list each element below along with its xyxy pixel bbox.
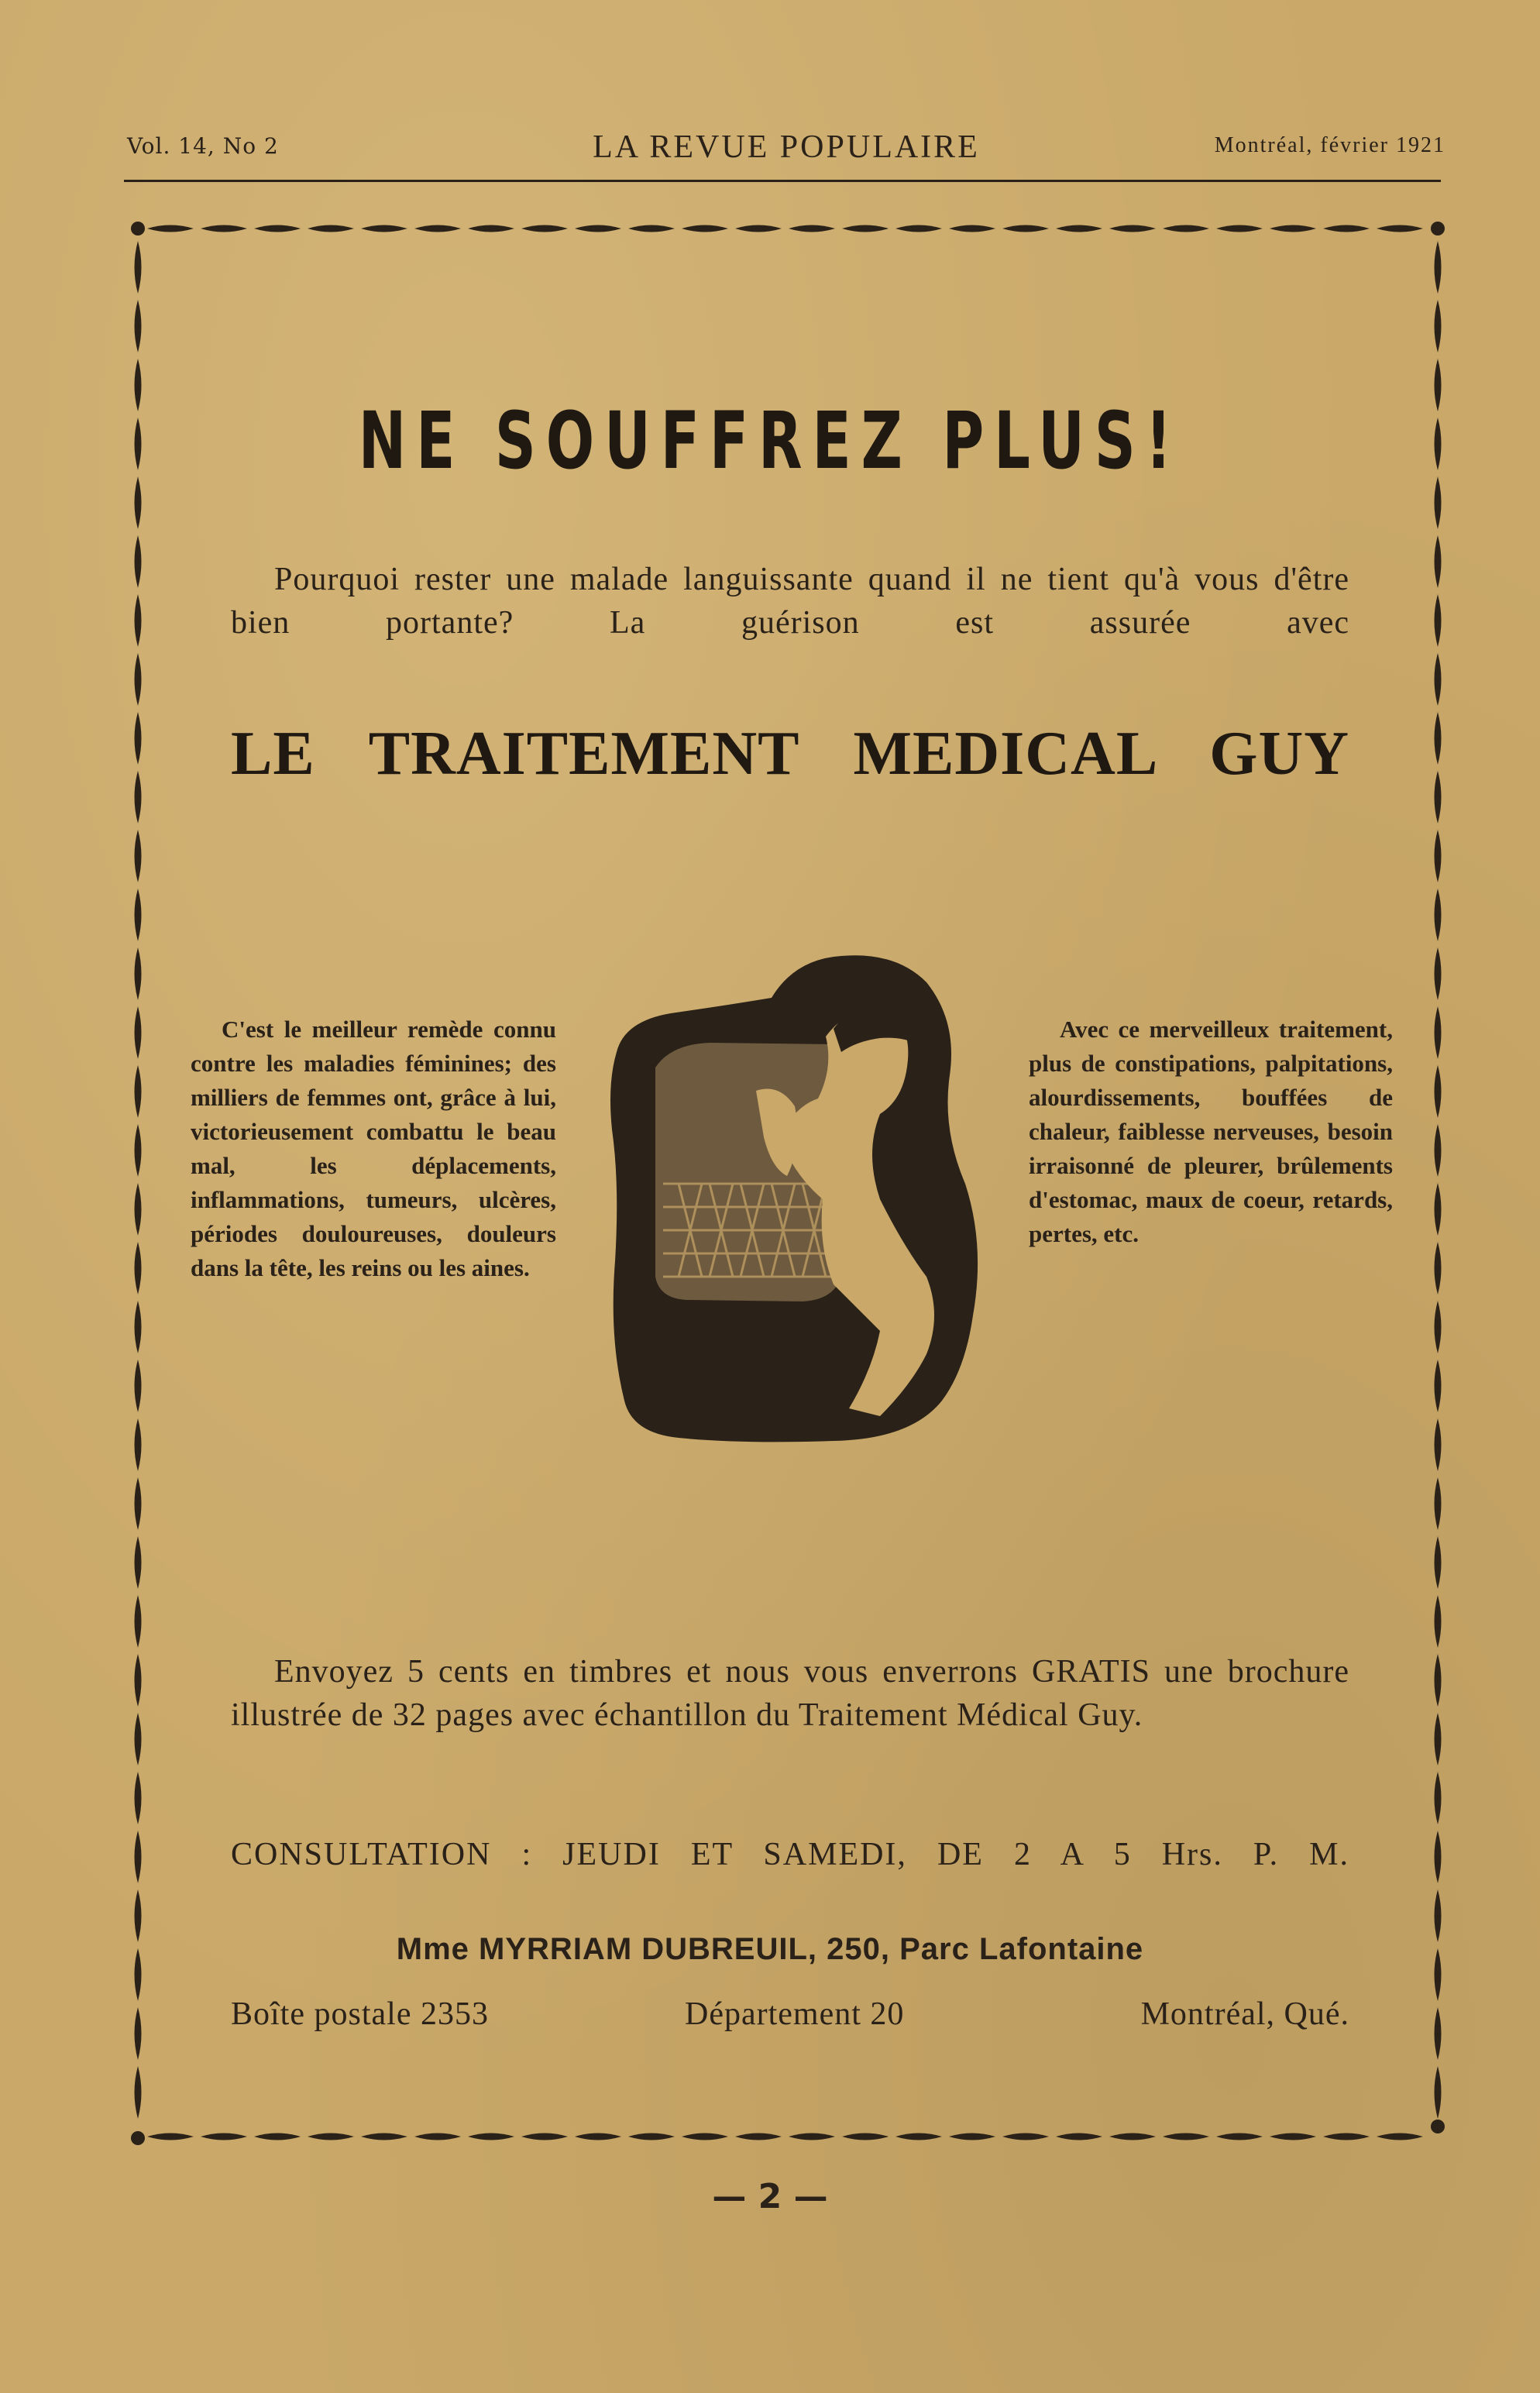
issue-date: Montréal, février 1921 bbox=[1214, 133, 1445, 157]
product-name: LE TRAITEMENT MEDICAL GUY bbox=[231, 720, 1349, 788]
right-column-text: Avec ce merveilleux traitement, plus de constipations, palpitations, alourdissements, bouffées de chaleur, faiblesse nerveuses, besoin irraisonné de pleurer, brûlements d'estomac, maux de coeur, retards, pertes, etc. bbox=[1029, 1016, 1393, 1247]
postal-details bbox=[231, 1996, 1349, 2042]
offer-paragraph: Envoyez 5 cents en timbres et nous vous enverrons GRATIS une brochure illustrée de 32 pages avec échantillon du Traitement Médical Guy. bbox=[231, 1654, 1349, 1733]
woman-in-wicker-chair-illustration bbox=[601, 951, 985, 1447]
intro-paragraph: Pourquoi rester une malade languissante quand il ne tient qu'à vous d'être bien portante? La guérison est assurée avec bbox=[231, 562, 1349, 641]
ad-headline: NE SOUFFREZ PLUS! bbox=[358, 395, 1182, 487]
page-number: — 2 — bbox=[712, 2177, 828, 2216]
department: Département 20 bbox=[685, 1996, 905, 2032]
contact-name-address: Mme MYRRIAM DUBREUIL, 250, Parc Lafontaine bbox=[396, 1932, 1144, 1966]
consultation-hours: CONSULTATION : JEUDI ET SAMEDI, DE 2 A 5 Hrs. P. M. bbox=[231, 1837, 1349, 1872]
city: Montréal, Qué. bbox=[1140, 1996, 1349, 2032]
publication-title: LA REVUE POPULAIRE bbox=[593, 129, 980, 165]
left-column-text: C'est le meilleur remède connu contre les maladies féminines; des milliers de femmes ont, grâce à lui, victorieusement combattu le beau mal, les déplacements, inflammations, tumeurs, ulcères, périodes douloureuses, douleurs dans la tête, les reins ou les aines. bbox=[191, 1016, 556, 1281]
volume-number: Vol. 14, No 2 bbox=[127, 133, 279, 159]
postal-box: Boîte postale 2353 bbox=[231, 1996, 489, 2032]
